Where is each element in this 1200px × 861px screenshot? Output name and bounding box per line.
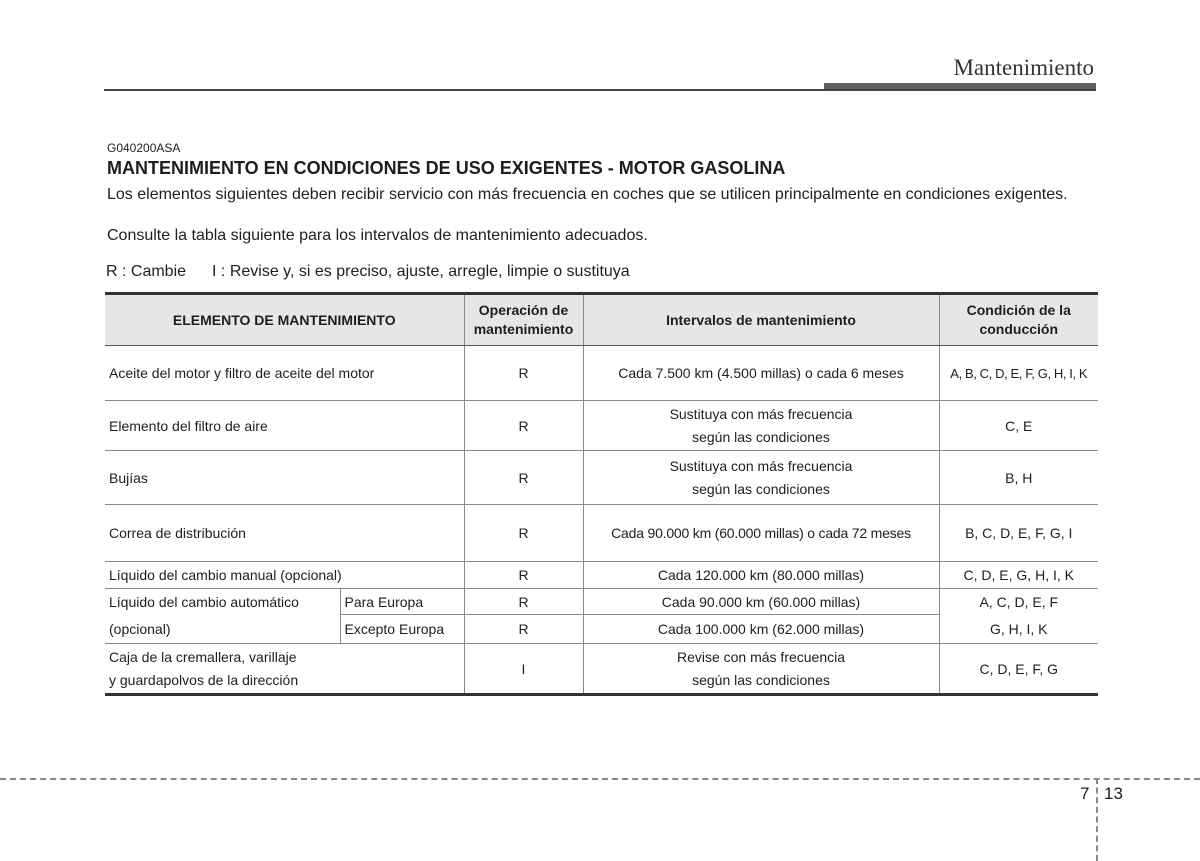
row-item: Caja de la cremallera, varillaje y guardapolvos de la dirección bbox=[105, 644, 464, 695]
row-operation: R bbox=[464, 401, 583, 451]
row-interval: Revise con más frecuencia según las condiciones bbox=[583, 644, 939, 695]
row-interval: Sustituya con más frecuencia según las condiciones bbox=[583, 451, 939, 505]
row-condition: C, E bbox=[939, 401, 1098, 451]
row-operation: R bbox=[464, 346, 583, 401]
legend-r: R : Cambie bbox=[106, 263, 187, 280]
intro-paragraph: Los elementos siguientes deben recibir servicio con más frecuencia en coches que se utilicen principalmente en condiciones exigentes. bbox=[107, 186, 1068, 203]
header-item: ELEMENTO DE MANTENIMIENTO bbox=[105, 294, 464, 346]
row-interval: Cada 90.000 km (60.000 millas) o cada 72 meses bbox=[583, 505, 939, 562]
section-code: G040200ASA bbox=[107, 141, 181, 155]
row-item: Líquido del cambio automático (opcional) bbox=[105, 589, 340, 644]
page-header-title: Mantenimiento bbox=[953, 55, 1094, 80]
row-operation: R bbox=[464, 505, 583, 562]
row-interval: Sustituya con más frecuencia según las condiciones bbox=[583, 401, 939, 451]
row-operation: R bbox=[464, 451, 583, 505]
legend-i: I : Revise y, si es preciso, ajuste, arregle, limpie o sustituya bbox=[212, 263, 630, 280]
header-operation: Operación de mantenimiento bbox=[464, 294, 583, 346]
table-row bbox=[105, 346, 1098, 401]
section-heading: MANTENIMIENTO EN CONDICIONES DE USO EXIGENTES - MOTOR GASOLINA bbox=[107, 158, 786, 178]
row-condition: C, D, E, F, G bbox=[939, 644, 1098, 695]
chapter-number: 7 bbox=[1080, 784, 1090, 803]
header-condition: Condición de la conducción bbox=[939, 294, 1098, 346]
footer-dashed-rule bbox=[0, 778, 1200, 780]
row-operation: R bbox=[464, 615, 583, 644]
table-row bbox=[105, 451, 1098, 505]
row-condition: B, H bbox=[939, 451, 1098, 505]
table-header-row bbox=[105, 294, 1098, 346]
row-condition: A, B, C, D, E, F, G, H, I, K bbox=[939, 346, 1098, 401]
table-row bbox=[105, 401, 1098, 451]
legend bbox=[106, 263, 630, 281]
row-interval: Cada 120.000 km (80.000 millas) bbox=[583, 562, 939, 589]
row-item: Bujías bbox=[105, 451, 464, 505]
row-item: Elemento del filtro de aire bbox=[105, 401, 464, 451]
row-operation: R bbox=[464, 589, 583, 615]
maintenance-table bbox=[105, 292, 1098, 696]
row-interval: Cada 100.000 km (62.000 millas) bbox=[583, 615, 939, 644]
row-item: Aceite del motor y filtro de aceite del motor bbox=[105, 346, 464, 401]
table-row bbox=[105, 644, 1098, 695]
row-operation: R bbox=[464, 562, 583, 589]
row-interval: Cada 90.000 km (60.000 millas) bbox=[583, 589, 939, 615]
row-subitem: Para Europa bbox=[340, 589, 464, 615]
row-condition: B, C, D, E, F, G, I bbox=[939, 505, 1098, 562]
row-item: Correa de distribución bbox=[105, 505, 464, 562]
table-row bbox=[105, 589, 1098, 615]
row-item: Líquido del cambio manual (opcional) bbox=[105, 562, 464, 589]
footer-dashed-divider bbox=[1096, 778, 1098, 861]
row-operation: I bbox=[464, 644, 583, 695]
row-condition: C, D, E, G, H, I, K bbox=[939, 562, 1098, 589]
table-row bbox=[105, 562, 1098, 589]
page-number: 13 bbox=[1104, 784, 1123, 803]
table-row bbox=[105, 505, 1098, 562]
header-rule bbox=[104, 89, 1096, 91]
row-subitem: Excepto Europa bbox=[340, 615, 464, 644]
consult-paragraph: Consulte la tabla siguiente para los intervalos de mantenimiento adecuados. bbox=[107, 227, 648, 244]
row-condition: A, C, D, E, F G, H, I, K bbox=[939, 589, 1098, 644]
row-interval: Cada 7.500 km (4.500 millas) o cada 6 meses bbox=[583, 346, 939, 401]
header-interval: Intervalos de mantenimiento bbox=[583, 294, 939, 346]
